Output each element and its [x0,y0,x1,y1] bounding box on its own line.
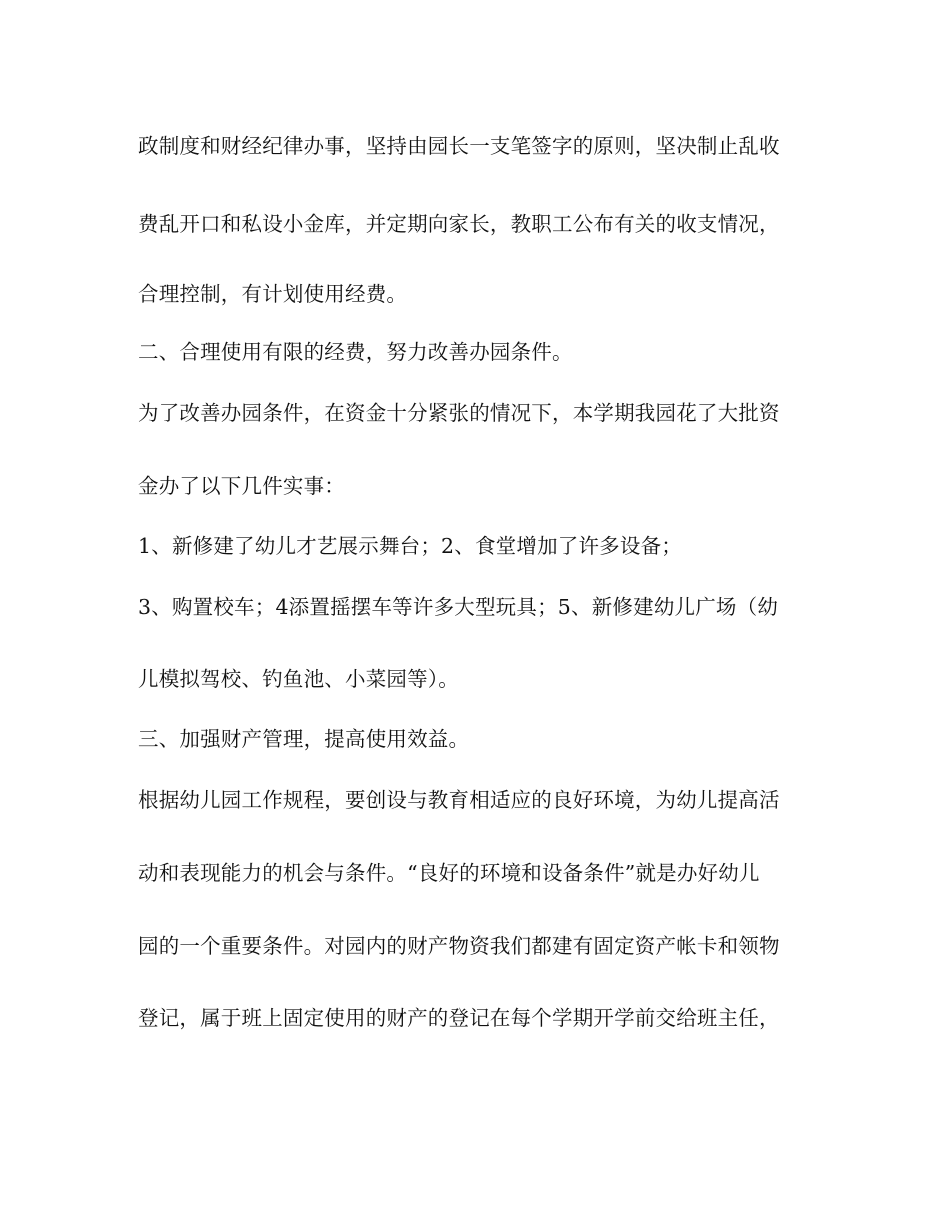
text-line-3: 合理控制，有计划使用经费。 [138,282,408,306]
list-line-2: 3、购置校车；4添置摇摆车等许多大型玩具；5、新修建幼儿广场（幼 [138,595,779,619]
text-line-14: 登记，属于班上固定使用的财产的登记在每个学期开学前交给班主任， [138,1006,780,1030]
text-line-11: 根据幼儿园工作规程，要创设与教育相适应的良好环境，为幼儿提高活 [138,788,780,812]
text-line-2: 费乱开口和私设小金库，并定期向家长，教职工公布有关的收支情况， [138,212,780,236]
text-line-6: 金办了以下几件实事： [138,474,345,498]
section-heading-3: 三、加强财产管理，提高使用效益。 [138,727,470,751]
list-line-3: 儿模拟驾校、钓鱼池、小菜园等）。 [138,667,459,691]
section-heading-2: 二、合理使用有限的经费，努力改善办园条件。 [138,340,573,364]
list-line-1: 1、新修建了幼儿才艺展示舞台；2、食堂增加了许多设备； [138,534,682,558]
text-line-12: 动和表现能力的机会与条件。“良好的环境和设备条件”就是办好幼儿 [138,861,760,885]
text-line-1: 政制度和财经纪律办事，坚持由园长一支笔签字的原则，坚决制止乱收 [138,134,780,158]
text-line-5: 为了改善办园条件，在资金十分紧张的情况下，本学期我园花了大批资 [138,401,780,425]
text-line-13: 园的一个重要条件。对园内的财产物资我们都建有固定资产帐卡和领物 [138,934,780,958]
